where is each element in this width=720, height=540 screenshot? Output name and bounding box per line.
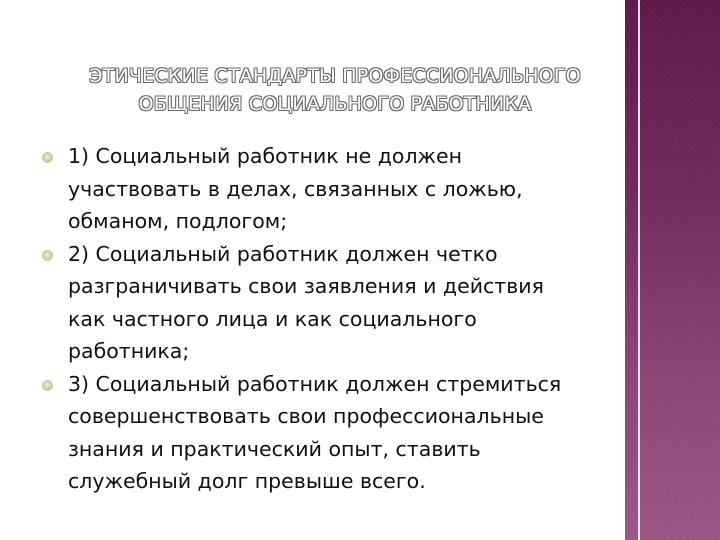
bullet-icon xyxy=(42,152,53,163)
list-item-text: 2) Социальный работник должен четко разграничивать свои заявления и действия как частного лица и как социального работника; xyxy=(68,241,544,363)
list-item xyxy=(42,238,612,368)
list-item xyxy=(42,140,612,238)
list-item xyxy=(42,368,612,498)
list-item-text: 3) Социальный работник должен стремиться совершенствовать свои профессиональные знания и практический опыт, ставить служебный долг превыше всего. xyxy=(68,371,562,493)
decorative-divider-line xyxy=(638,0,640,540)
bullet-icon xyxy=(42,380,53,391)
slide-title-line-2: ОБЩЕНИЯ СОЦИАЛЬНОГО РАБОТНИКА xyxy=(138,93,532,115)
standards-list xyxy=(42,140,612,498)
slide-title-line-1: ЭТИЧЕСКИЕ СТАНДАРТЫ ПРОФЕССИОНАЛЬНОГО xyxy=(89,65,581,87)
slide-title xyxy=(55,62,615,118)
list-item-text: 1) Социальный работник не должен участвовать в делах, связанных с ложью, обманом, подлогом; xyxy=(68,144,523,233)
bullet-icon xyxy=(42,250,53,261)
